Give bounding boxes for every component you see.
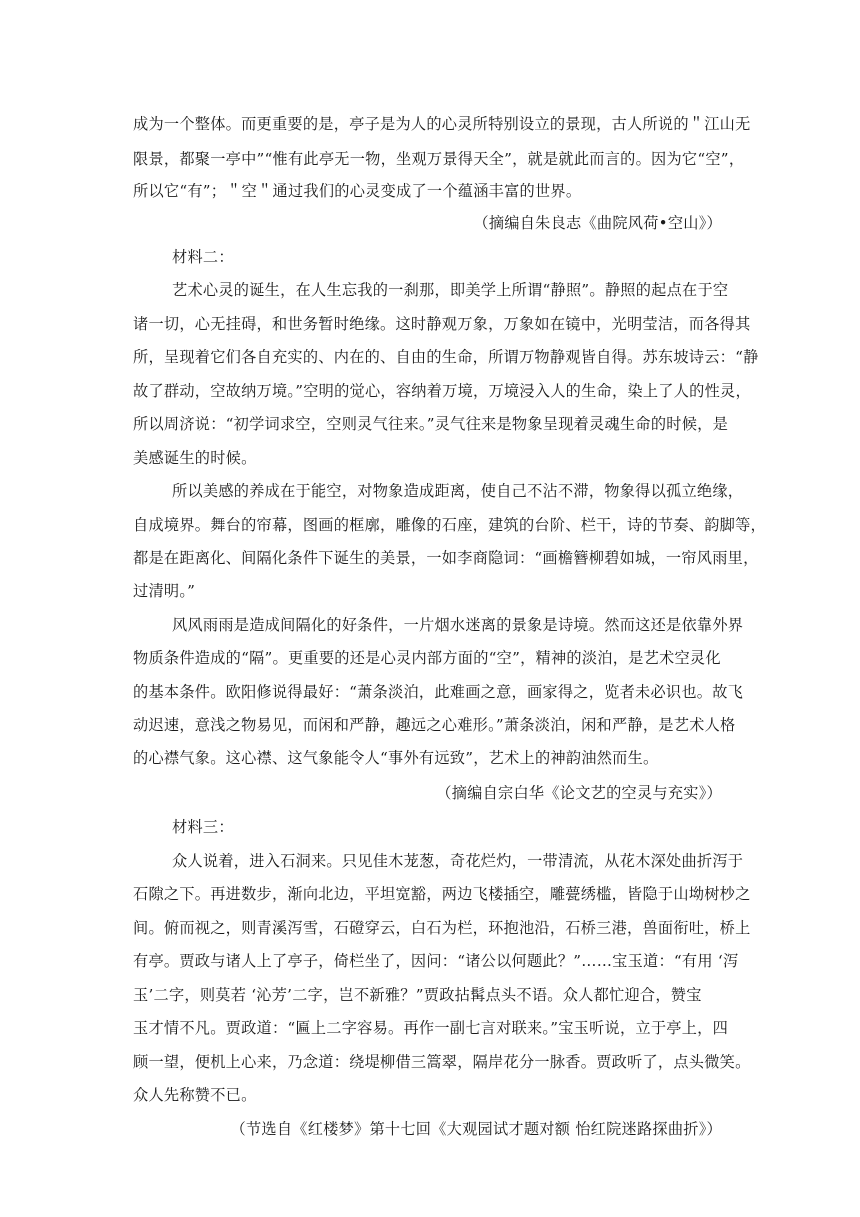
- text-line: 众人先称赞不已。: [133, 1086, 257, 1104]
- section-heading: 材料二：: [172, 248, 234, 266]
- text-line: 都是在距离化、间隔化条件下诞生的美景，一如李商隐词：“画檐簪柳碧如城，一帘风雨里，: [133, 549, 759, 567]
- source-citation: （摘编自宗白华《论文艺的空灵与充实》）: [436, 784, 722, 802]
- source-citation: （节选自《红楼梦》第十七回《大观园试才题对额 怡红院迷路探曲折》）: [230, 1120, 722, 1138]
- text-line: 的心襟气象。这心襟、这气象能令人“事外有远致”，艺术上的神韵油然而生。: [133, 749, 659, 767]
- text-line: 石隙之下。再进数步，渐向北边，平坦宽豁，两边飞楼插空，雕甍绣槛，皆隐于山坳树杪之: [133, 885, 751, 903]
- text-line: 玉’二字，则莫若 ‘沁芳’二字，岂不新雅？”贾政拈髯点头不语。众人都忙迎合，赞宝: [133, 986, 702, 1004]
- text-line: 的基本条件。欧阳修说得最好：“萧条淡泊，此难画之意，画家得之，览者未必识也。故飞: [133, 683, 744, 701]
- text-line: 自成境界。舞台的帘幕，图画的框廓，雕像的石座，建筑的台阶、栏干，诗的节奏、韵脚等，: [133, 516, 766, 534]
- text-line: 所以周济说：“初学词求空，空则灵气往来。”灵气往来是物象呈现着灵魂生命的时候，是: [133, 415, 729, 433]
- text-line: 所以美感的养成在于能空，对物象造成距离，使自己不沾不滞，物象得以孤立绝缘，: [172, 482, 744, 500]
- text-line: 过清明。”: [133, 582, 196, 600]
- text-line: 有亭。贾政与诸人上了亭子，倚栏坐了，因问：“诸公以何题此？”……宝玉道：“有用 ‘泻: [133, 952, 739, 970]
- source-citation: （摘编自朱良志《曲院风荷•空山》）: [473, 214, 722, 232]
- text-line: 艺术心灵的诞生，在人生忘我的一刹那，即美学上所谓“静照”。静照的起点在于空: [172, 281, 729, 299]
- text-line: 所，呈现着它们各自充实的、内在的、自由的生命，所谓万物静观皆自得。苏东坡诗云：“静: [133, 348, 759, 366]
- text-line: 动迟速，意浅之物易见，而闲和严静，趣远之心难形。”萧条淡泊，闲和严静，是艺术人格: [133, 716, 736, 734]
- text-line: 玉才情不凡。贾政道：“匾上二字容易。再作一副七言对联来。”宝玉听说，立于亭上，四: [133, 1019, 729, 1037]
- text-line: 诸一切，心无挂碍，和世务暂时绝缘。这时静观万象，万象如在镜中，光明莹洁，而各得其: [133, 315, 751, 333]
- text-line: 所以它“有”；＂空＂通过我们的心灵变成了一个蕴涵丰富的世界。: [133, 182, 582, 200]
- text-line: 限景，都聚一亭中”“惟有此亭无一物，坐观万景得天全”，就是就此而言的。因为它“空”，: [133, 150, 745, 168]
- text-line: 故了群动，空故纳万境。”空明的觉心，容纳着万境，万境浸入人的生命，染上了人的性灵，: [133, 382, 751, 400]
- text-line: 物质条件造成的“隔”。更重要的还是心灵内部方面的“空”，精神的淡泊，是艺术空灵化: [133, 649, 721, 667]
- text-line: 间。俯而视之，则青溪泻雪，石磴穿云，白石为栏，环抱池沿，石桥三港，兽面衔吐，桥上: [133, 919, 751, 937]
- text-line: 众人说着，进入石洞来。只见佳木茏葱，奇花烂灼，一带清流，从花木深处曲折泻于: [172, 852, 744, 870]
- text-line: 成为一个整体。而更重要的是，亭子是为人的心灵所特别设立的景现，古人所说的＂江山无: [133, 115, 751, 133]
- text-line: 顾一望，便机上心来，乃念道：绕堤柳借三篙翠，隔岸花分一脉香。贾政听了，点头微笑。: [133, 1053, 751, 1071]
- text-line: 风风雨雨是造成间隔化的好条件，一片烟水迷离的景象是诗境。然而这还是依靠外界: [172, 616, 744, 634]
- section-heading: 材料三：: [172, 818, 234, 836]
- text-line: 美感诞生的时候。: [133, 449, 257, 467]
